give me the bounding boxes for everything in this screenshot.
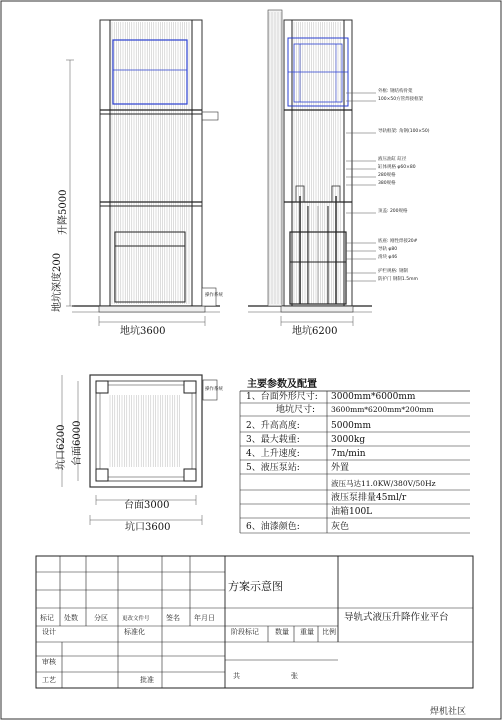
callout-text: 280规格 <box>378 173 396 178</box>
scheme-title: 方案示意图 <box>228 580 283 593</box>
process-label: 工艺 <box>42 676 56 684</box>
callout-text: 100×50方管焊接框架 <box>378 97 424 102</box>
front-pit-width-label: 地坑3600 <box>120 326 166 337</box>
design-label: 设计 <box>42 628 56 636</box>
weight-label: 重量 <box>300 628 314 636</box>
sheet-label: 张 <box>291 672 298 680</box>
param-value: 外置 <box>331 463 350 473</box>
side-pit-width-label: 地坑6200 <box>292 326 338 337</box>
pit-opening-width-label: 坑口3600 <box>125 522 171 533</box>
param-value: 液压泵排量45ml/r <box>331 493 407 503</box>
parameter-table <box>240 377 470 533</box>
review-label: 审核 <box>42 658 56 666</box>
param-label: 3、最大载重: <box>246 435 300 445</box>
callout-text: 底座: 刚性焊接20# <box>378 239 418 244</box>
title-block-header: 标记 <box>40 614 54 622</box>
plan-view <box>54 375 223 533</box>
qty-label: 数量 <box>275 628 289 636</box>
param-label: 2、升高高度: <box>246 421 300 431</box>
title-block-header: 签名 <box>166 614 180 622</box>
control-box-label: 操作系统 <box>205 293 223 298</box>
param-label: 4、上升速度: <box>246 449 300 459</box>
stage-label: 阶段标记 <box>231 628 259 636</box>
lift-height-label: 升降5000 <box>58 189 69 235</box>
param-value: 液压马达11.0KW/380V/50Hz <box>331 479 436 488</box>
pit-opening-depth-label: 坑口6200 <box>56 424 67 470</box>
param-value: 7m/min <box>331 449 366 459</box>
title-block-header: 更改文件号 <box>122 616 150 622</box>
callout-text: 防护门 钢制1.5mm <box>378 277 418 282</box>
params-title: 主要参数及配置 <box>247 379 317 390</box>
callout-text: 导轨 φ80 <box>378 247 398 252</box>
param-value: 3000mm*6000mm <box>331 392 416 402</box>
param-value: 3600mm*6200mm*200mm <box>331 405 434 414</box>
title-block-header: 分区 <box>94 614 108 622</box>
callout-text: 滑块 φ46 <box>378 255 398 260</box>
callout-text: 顶盖: 200规格 <box>378 209 408 214</box>
param-label: 5、液压泵站: <box>246 463 300 473</box>
platform-width-label: 台面3000 <box>124 500 170 511</box>
standard-label: 标准化 <box>124 628 145 636</box>
callout-text: 导轨框架: 角钢(100×50) <box>378 129 430 134</box>
param-value: 5000mm <box>331 421 371 431</box>
total-label: 共 <box>233 672 240 680</box>
watermark: 焊机社区 <box>430 707 467 717</box>
title-block <box>36 556 473 688</box>
product-name: 导轨式液压升降作业平台 <box>344 612 449 623</box>
param-label: 地坑尺寸: <box>276 405 316 415</box>
callout-text: 外框: 钢结构骨架 <box>378 89 413 94</box>
plan-control-label: 操作系统 <box>205 387 223 392</box>
callout-text: 缸体规格 φ60×80 <box>378 165 416 170</box>
param-label: 6、油漆颜色: <box>246 522 300 532</box>
param-value: 油箱100L <box>331 507 373 517</box>
approve-label: 批准 <box>140 676 154 684</box>
callout-text: 380规格 <box>378 181 396 186</box>
callout-text: 护栏规格: 钢制 <box>378 269 408 274</box>
param-value: 灰色 <box>331 522 350 532</box>
callout-text: 液压油缸 缸径 <box>378 157 407 162</box>
pit-depth-label: 地坑深度200 <box>52 252 63 312</box>
title-block-header: 年月日 <box>194 614 215 622</box>
param-label: 1、台面外形尺寸: <box>246 392 318 402</box>
platform-depth-label: 台面6000 <box>72 420 83 466</box>
front-elevation-view <box>50 20 223 337</box>
param-value: 3000kg <box>331 435 366 445</box>
side-elevation-view <box>248 10 430 337</box>
scale-label: 比例 <box>322 628 336 636</box>
title-block-header: 处数 <box>64 614 78 622</box>
